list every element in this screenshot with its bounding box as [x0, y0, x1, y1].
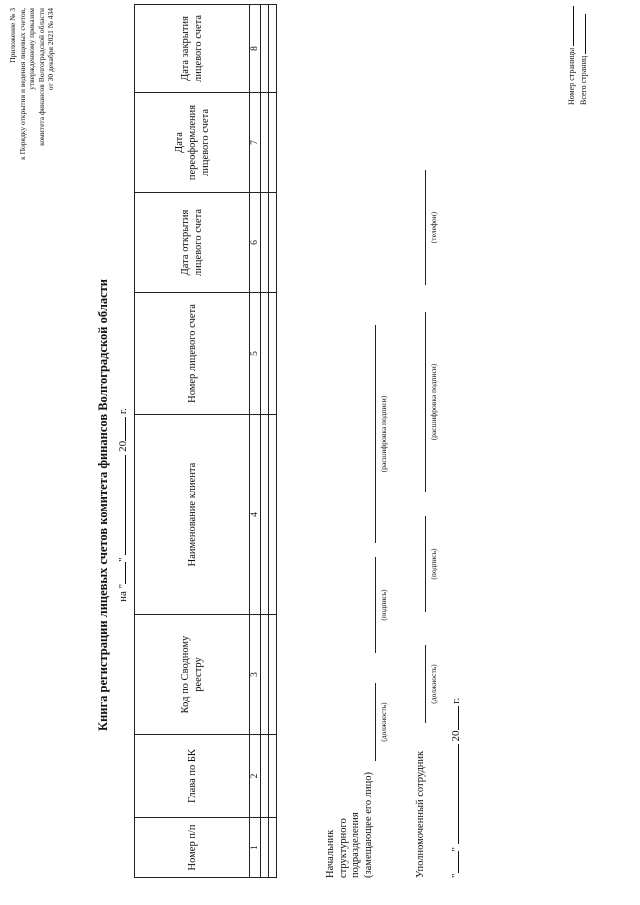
- month-blank: [114, 455, 126, 555]
- column-header-client-name: Наименование клиента: [135, 415, 250, 615]
- column-header-chapter: Глава по БК: [135, 735, 250, 818]
- table-cell: [269, 193, 277, 293]
- table-cell: [261, 735, 269, 818]
- table-row: [261, 5, 269, 878]
- table-row: [269, 5, 277, 878]
- page-number-blank: [565, 6, 574, 46]
- table-cell: [261, 93, 269, 193]
- table-header-row: [135, 5, 250, 878]
- table-cell: [269, 93, 277, 193]
- signature-line: [375, 557, 376, 653]
- total-pages-blank: [577, 14, 586, 54]
- decoding-hint: (расшифровка подписи): [379, 395, 388, 473]
- date-close-quote: ": [450, 847, 462, 852]
- appendix-note: [8, 8, 56, 238]
- table-cell: [261, 293, 269, 415]
- total-pages-label: Всего страниц: [579, 55, 588, 105]
- table-cell: [269, 735, 277, 818]
- column-number: 2: [250, 735, 261, 818]
- phone-hint: (телефон): [429, 211, 438, 244]
- appendix-line: утвержденному приказом: [27, 8, 37, 90]
- decoding-line: [425, 312, 426, 492]
- column-header-open-date: Дата открытия лицевого счета: [135, 193, 250, 293]
- column-number: 3: [250, 615, 261, 735]
- table-cell: [269, 615, 277, 735]
- authorized-employee-label: Уполномоченный сотрудник: [415, 750, 426, 878]
- table-cell: [261, 818, 269, 878]
- column-header-registry-code: Код по Сводному реестру: [135, 615, 250, 735]
- appendix-line: к Порядку открытия и ведения лицевых счетов,: [17, 8, 27, 160]
- page-number-row: [565, 6, 577, 105]
- column-number: 5: [250, 293, 261, 415]
- date-prefix: на ": [117, 583, 129, 602]
- month-blank: [447, 744, 459, 844]
- document-title: Книга регистрации лицевых счетов комитета финансов Волгоградской области: [96, 279, 110, 731]
- position-line: [425, 645, 426, 723]
- column-header-number: Номер п/п: [135, 818, 250, 878]
- column-number: 4: [250, 415, 261, 615]
- column-header-reissue-date: Дата переоформления лицевого счета: [135, 93, 250, 193]
- date-year-suffix: г.: [117, 408, 129, 415]
- head-of-unit-label: Начальник структурного подразделения (замещающее его лицо): [325, 771, 374, 878]
- column-number: 1: [250, 818, 261, 878]
- day-blank: [114, 562, 126, 584]
- appendix-line: комитета финансов Волгоградской области: [36, 8, 46, 146]
- table-cell: [261, 415, 269, 615]
- phone-line: [425, 170, 426, 285]
- position-hint: (должность): [379, 702, 388, 742]
- day-blank: [447, 852, 459, 874]
- appendix-line: Приложение № 3: [8, 8, 17, 63]
- position-hint: (должность): [429, 664, 438, 704]
- signature-hint: (подпись): [429, 548, 438, 580]
- column-number: 7: [250, 93, 261, 193]
- date-year-prefix: 20: [117, 440, 129, 452]
- date-open-quote: ": [450, 873, 462, 878]
- table-cell: [269, 415, 277, 615]
- register-table: [134, 4, 277, 878]
- column-header-close-date: Дата закрытия лицевого счета: [135, 5, 250, 93]
- total-pages-row: [577, 6, 589, 105]
- table-cell: [269, 293, 277, 415]
- appendix-line: от 30 декабря 2021 № 434: [46, 8, 56, 91]
- page-info: [565, 6, 589, 105]
- date-year-prefix: 20: [450, 730, 462, 742]
- table-cell: [261, 5, 269, 93]
- column-number-row: [250, 5, 261, 878]
- table-cell: [269, 818, 277, 878]
- register-date: [114, 105, 129, 905]
- signature-line: [425, 516, 426, 612]
- signing-date: [447, 698, 462, 878]
- decoding-hint: (расшифровка подписи): [429, 363, 438, 441]
- date-year-suffix: г.: [450, 697, 462, 704]
- column-number: 6: [250, 193, 261, 293]
- page-number-label: Номер страницы: [567, 47, 576, 105]
- column-header-account-number: Номер лицевого счета: [135, 293, 250, 415]
- year-blank: [114, 417, 126, 441]
- decoding-line: [375, 325, 376, 543]
- date-quote: ": [117, 557, 129, 562]
- position-line: [375, 683, 376, 761]
- table-cell: [269, 5, 277, 93]
- signature-hint: (подпись): [379, 589, 388, 621]
- year-blank: [447, 707, 459, 731]
- table-cell: [261, 193, 269, 293]
- table-cell: [261, 615, 269, 735]
- column-number: 8: [250, 5, 261, 93]
